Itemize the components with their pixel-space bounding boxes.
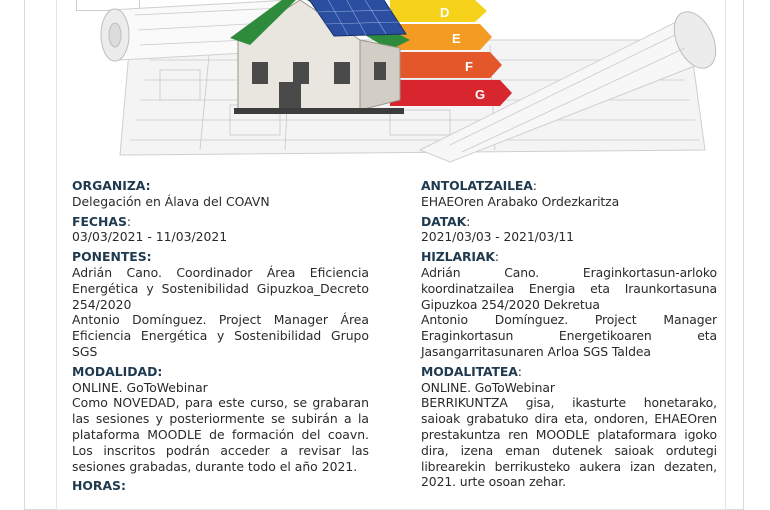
ponentes-speaker-1: Adrián Cano. Coordinador Área Eficiencia Energética y Sostenibilidad Gipuzkoa_Decreto 254/2020 <box>72 264 369 312</box>
ponentes-label: PONENTES: <box>72 249 152 265</box>
organiza-label: ORGANIZA: <box>72 178 151 193</box>
hizlariak-label: HIZLARIAK <box>421 249 495 265</box>
modalitatea-description: BERRIKUNTZA gisa, ikasturte honetarako, saioak grabatuko dira eta, ondoren, EHAEOren prestakuntza ren MOODLE plataformara igoko dira, izena eman dutenek saioak ordutegi librearekin berrikusteko aukera izan dezaten, 2021. urte osoan zehar. <box>421 395 717 490</box>
fechas-value: 03/03/2021 - 11/03/2021 <box>72 229 228 245</box>
svg-text:E: E <box>452 31 461 46</box>
modalitatea-value: ONLINE. GoToWebinar <box>421 379 555 395</box>
hizlariak-speaker-2: Antonio Domínguez. Project Manager Eraginkortasun Energetikoaren eta Jasangarritasunaren Arloa SGS Taldea <box>421 312 717 359</box>
fechas-label: FECHAS <box>72 213 127 229</box>
info-column-basque: ANTOLATZAILEA: EHAEOren Arabako Ordezkaritza DATAK: 2021/03/03 - 2021/03/11 HIZLARIAK: Adrián Cano. Eraginkortasun-arloko koordinatzailea Energia eta Iraunkortasuna Gipuzkoa 254/2020 Dekretua Antonio Domínguez. Project Manager Eraginkortasun Energetikoaren eta Jasangarritasunaren Arloa SGS Taldea MODALITATEA: ONLINE. GoToWebinar BERRIKUNTZA gisa, ikasturte honetarako, saioak grabatuko dira eta, ondoren, EHAEOren prestakuntza ren MOODLE plataformara igoko dira, izena eman dutenek saioak ordutegi librearekin berrikusteko aukera izan dezaten, 2021. urte osoan zehar. <box>421 178 717 490</box>
antolatzailea-value: EHAEOren Arabako Ordezkaritza <box>421 193 620 209</box>
modalidad-value: ONLINE. GoToWebinar <box>72 379 208 395</box>
horas-label: HORAS: <box>72 478 126 494</box>
ponentes-speaker-2: Antonio Domínguez. Project Manager Área Eficiencia Energética y Sostenibilidad Grupo SGS <box>72 312 369 359</box>
hizlariak-speaker-1: Adrián Cano. Eraginkortasun-arloko koordinatzailea Energia eta Iraunkortasuna Gipuzkoa 254/2020 Dekretua <box>421 264 717 312</box>
info-column-spanish: ORGANIZA: Delegación en Álava del COAVN FECHAS: 03/03/2021 - 11/03/2021 PONENTES: Adrián Cano. Coordinador Área Eficiencia Energética y Sostenibilidad Gipuzkoa_Decreto 254/2020 Antonio Domínguez. Project Manager Área Eficiencia Energética y Sostenibilidad Grupo SGS MODALIDAD: ONLINE. GoToWebinar Como NOVEDAD, para este curso, se grabaran las sesiones y posteriormente se subirán a la plataforma MOODLE de formación del coavn. Los inscritos podrán acceder a revisar las sesiones grabadas, durante todo el año 2021. HORAS: <box>72 178 369 494</box>
modalidad-description: Como NOVEDAD, para este curso, se grabaran las sesiones y posteriormente se subirán a la plataforma MOODLE de formación del coavn. Los inscritos podrán acceder a revisar las sesiones grabadas, durante todo el año 2021. <box>72 395 369 474</box>
modalidad-label: MODALIDAD: <box>72 363 163 379</box>
modalitatea-label: MODALITATEA <box>421 363 518 379</box>
organiza-value: Delegación en Álava del COAVN <box>72 193 270 209</box>
svg-text:D: D <box>440 5 450 20</box>
datak-value: 2021/03/03 - 2021/03/11 <box>421 229 574 245</box>
datak-label: DATAK <box>421 213 467 229</box>
antolatzailea-label: ANTOLATZAILEA <box>421 178 533 193</box>
svg-text:F: F <box>465 59 473 74</box>
svg-text:G: G <box>475 87 486 102</box>
energy-efficiency-illustration <box>90 0 720 165</box>
